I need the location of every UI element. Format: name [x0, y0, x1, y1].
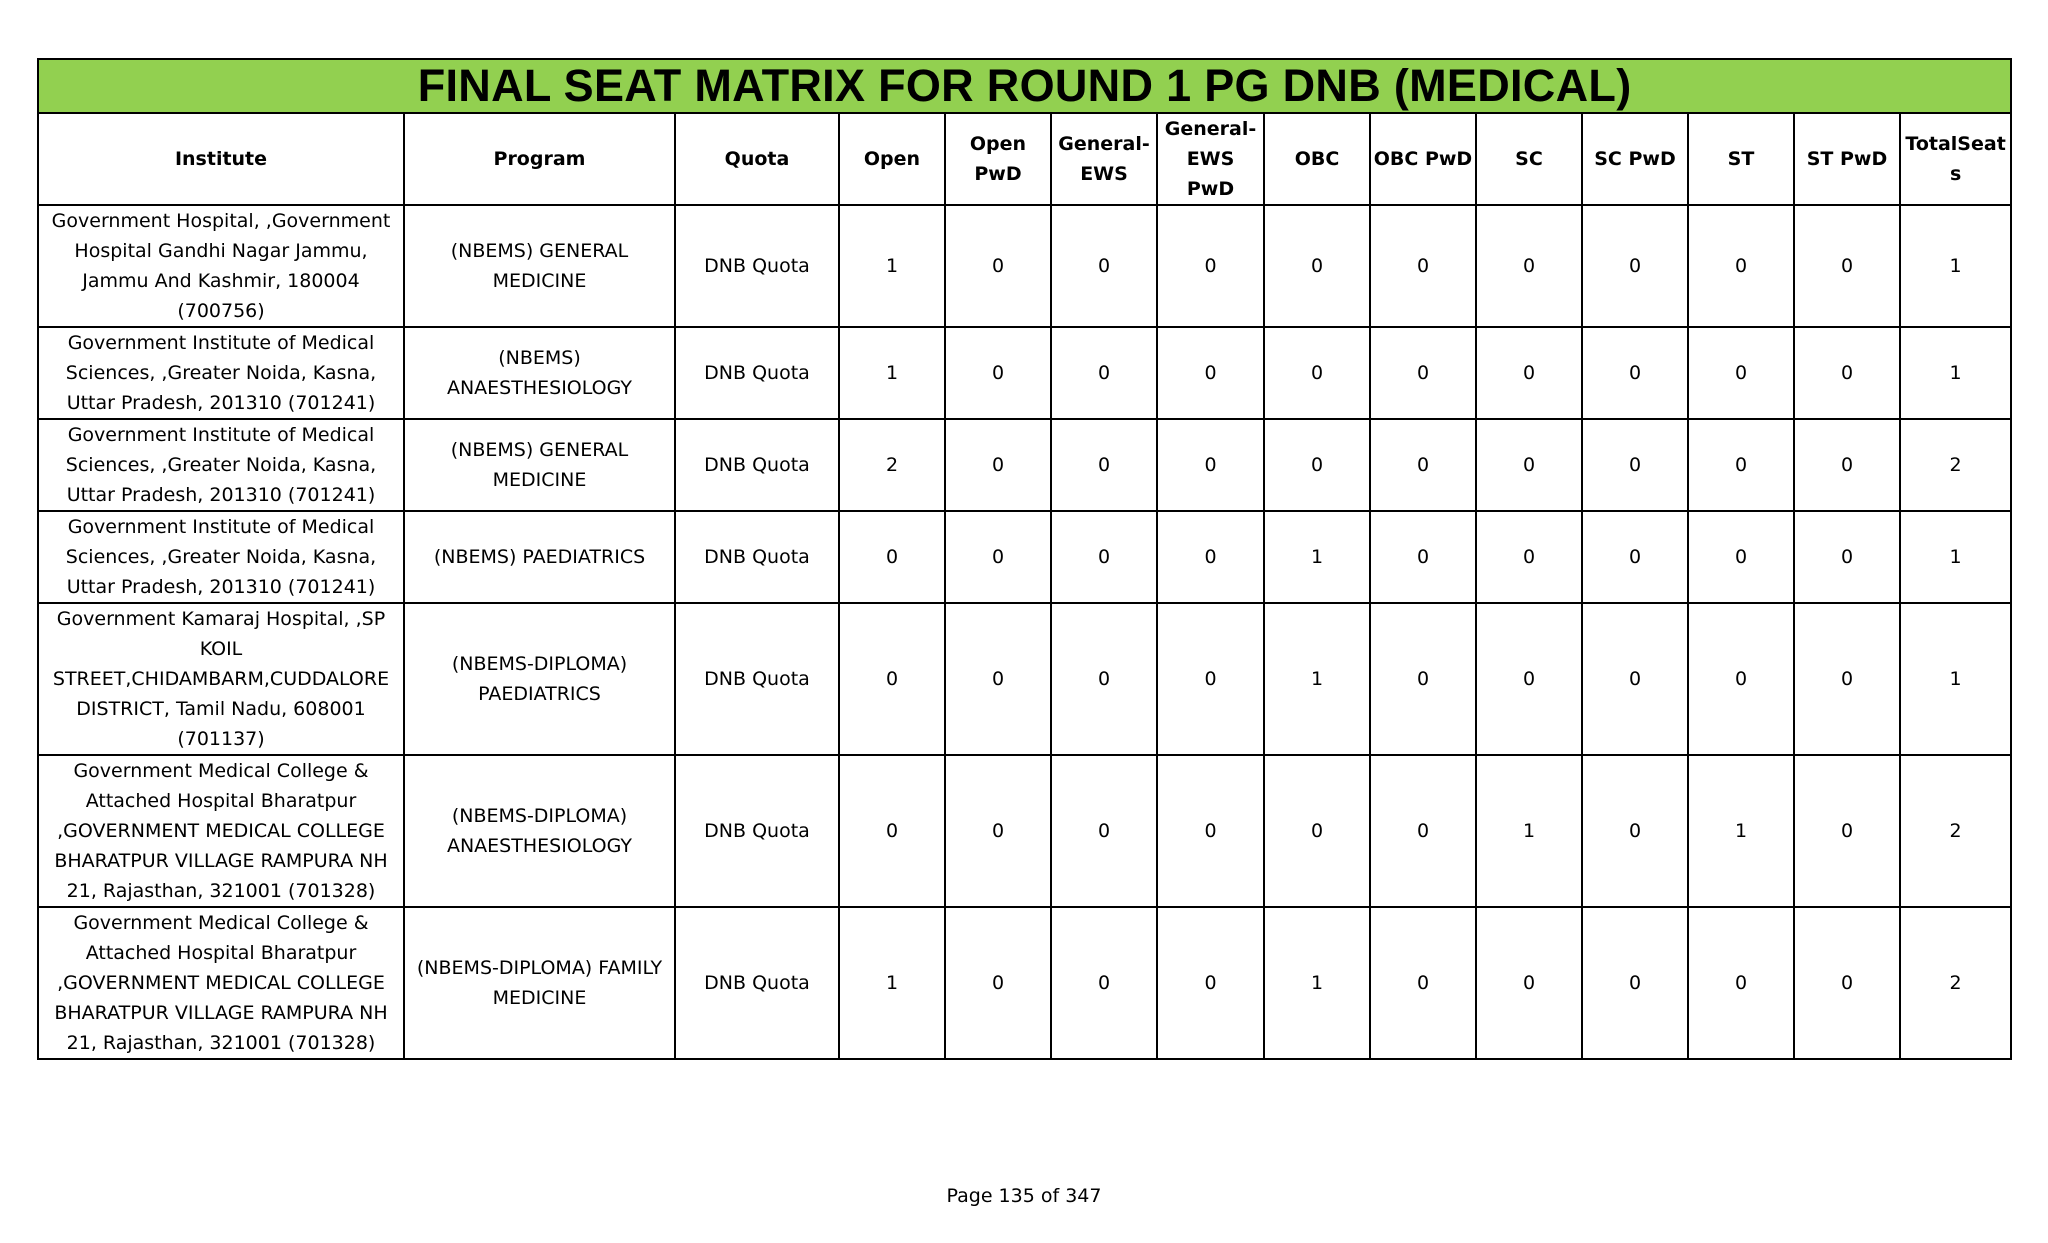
- table-cell: 1: [1264, 907, 1370, 1059]
- table-cell: 0: [1051, 327, 1157, 419]
- table-row: [38, 603, 2011, 755]
- table-cell: 0: [1794, 205, 1900, 327]
- table-cell: 0: [1476, 419, 1582, 511]
- seat-matrix-table: [37, 58, 2012, 1060]
- table-row: [38, 419, 2011, 511]
- table-cell: 1: [839, 327, 945, 419]
- table-cell: 0: [1051, 603, 1157, 755]
- table-cell: 0: [945, 419, 1051, 511]
- table-cell: 1: [1264, 603, 1370, 755]
- table-cell: 0: [1794, 327, 1900, 419]
- table-cell: 0: [1051, 907, 1157, 1059]
- table-cell: Government Institute of Medical Sciences, ,Greater Noida, Kasna, Uttar Pradesh, 201310 (701241): [38, 511, 404, 603]
- page-title: FINAL SEAT MATRIX FOR ROUND 1 PG DNB (MEDICAL): [38, 59, 2011, 113]
- table-cell: 0: [945, 603, 1051, 755]
- table-cell: 0: [1582, 327, 1688, 419]
- table-cell: 0: [1157, 511, 1264, 603]
- table-cell: 0: [1051, 755, 1157, 907]
- table-cell: (NBEMS) GENERAL MEDICINE: [404, 205, 675, 327]
- page-number: Page 135 of 347: [946, 1185, 1102, 1207]
- table-cell: 1: [839, 907, 945, 1059]
- table-cell: 2: [839, 419, 945, 511]
- col-header-program: Program: [404, 113, 675, 205]
- table-cell: 0: [1370, 327, 1476, 419]
- table-cell: DNB Quota: [675, 205, 839, 327]
- table-cell: 0: [1794, 755, 1900, 907]
- table-cell: 0: [1476, 511, 1582, 603]
- col-header-open: Open: [839, 113, 945, 205]
- table-cell: 0: [1051, 511, 1157, 603]
- table-cell: 0: [1688, 907, 1794, 1059]
- table-cell: DNB Quota: [675, 755, 839, 907]
- table-cell: 1: [1688, 755, 1794, 907]
- table-cell: 0: [945, 755, 1051, 907]
- table-cell: 0: [1794, 603, 1900, 755]
- table-cell: 0: [1157, 755, 1264, 907]
- table-cell: 0: [1157, 205, 1264, 327]
- table-cell: 0: [1051, 205, 1157, 327]
- col-header-st-pwd: ST PwD: [1794, 113, 1900, 205]
- table-cell: Government Kamaraj Hospital, ,SP KOIL STREET,CHIDAMBARM,CUDDALORE DISTRICT, Tamil Nadu, 608001 (701137): [38, 603, 404, 755]
- table-cell: DNB Quota: [675, 327, 839, 419]
- table-cell: 0: [1370, 907, 1476, 1059]
- table-cell: DNB Quota: [675, 419, 839, 511]
- table-cell: 0: [1688, 511, 1794, 603]
- table-cell: 0: [1794, 907, 1900, 1059]
- col-header-st: ST: [1688, 113, 1794, 205]
- col-header-quota: Quota: [675, 113, 839, 205]
- table-cell: 1: [1264, 511, 1370, 603]
- table-cell: (NBEMS-DIPLOMA) ANAESTHESIOLOGY: [404, 755, 675, 907]
- table-cell: 0: [1688, 419, 1794, 511]
- table-cell: (NBEMS-DIPLOMA) PAEDIATRICS: [404, 603, 675, 755]
- table-cell: 0: [1688, 205, 1794, 327]
- table-cell: 0: [1264, 419, 1370, 511]
- table-cell: 0: [1264, 755, 1370, 907]
- col-header-obc: OBC: [1264, 113, 1370, 205]
- table-cell: Government Hospital, ,Government Hospital Gandhi Nagar Jammu, Jammu And Kashmir, 180004 (700756): [38, 205, 404, 327]
- table-cell: 0: [1476, 205, 1582, 327]
- table-cell: (NBEMS) GENERAL MEDICINE: [404, 419, 675, 511]
- table-cell: 0: [1370, 205, 1476, 327]
- table-cell: 0: [1476, 603, 1582, 755]
- table-cell: (NBEMS) ANAESTHESIOLOGY: [404, 327, 675, 419]
- table-cell: 0: [1582, 603, 1688, 755]
- table-cell: 0: [1157, 327, 1264, 419]
- table-cell: 0: [839, 603, 945, 755]
- table-cell: 2: [1900, 419, 2011, 511]
- table-cell: 0: [1582, 511, 1688, 603]
- table-cell: 0: [1476, 907, 1582, 1059]
- table-cell: 0: [1051, 419, 1157, 511]
- table-row: [38, 205, 2011, 327]
- table-cell: 1: [1900, 511, 2011, 603]
- table-cell: (NBEMS) PAEDIATRICS: [404, 511, 675, 603]
- table-cell: Government Institute of Medical Sciences, ,Greater Noida, Kasna, Uttar Pradesh, 201310 (701241): [38, 327, 404, 419]
- table-cell: 0: [1264, 327, 1370, 419]
- table-cell: 0: [839, 755, 945, 907]
- table-cell: 0: [1157, 603, 1264, 755]
- table-cell: 0: [1582, 907, 1688, 1059]
- table-cell: 1: [839, 205, 945, 327]
- table-cell: 0: [839, 511, 945, 603]
- table-row: [38, 511, 2011, 603]
- table-cell: 2: [1900, 755, 2011, 907]
- table-cell: 0: [1157, 419, 1264, 511]
- table-row: [38, 327, 2011, 419]
- table-cell: 0: [1582, 205, 1688, 327]
- col-header-general-ews-pwd: General-EWS PwD: [1157, 113, 1264, 205]
- table-cell: 0: [945, 511, 1051, 603]
- table-cell: 0: [1370, 603, 1476, 755]
- table-cell: (NBEMS-DIPLOMA) FAMILY MEDICINE: [404, 907, 675, 1059]
- table-cell: 0: [1582, 755, 1688, 907]
- table-row: [38, 755, 2011, 907]
- table-cell: 0: [945, 907, 1051, 1059]
- table-cell: DNB Quota: [675, 511, 839, 603]
- table-row: [38, 907, 2011, 1059]
- table-cell: DNB Quota: [675, 907, 839, 1059]
- table-cell: 0: [945, 327, 1051, 419]
- table-cell: 0: [1794, 419, 1900, 511]
- table-cell: 0: [1370, 419, 1476, 511]
- table-cell: 1: [1476, 755, 1582, 907]
- table-cell: 0: [1476, 327, 1582, 419]
- table-cell: 0: [1370, 511, 1476, 603]
- table-cell: 2: [1900, 907, 2011, 1059]
- col-header-total-seats: TotalSeats: [1900, 113, 2011, 205]
- table-cell: 0: [1264, 205, 1370, 327]
- col-header-general-ews: General-EWS: [1051, 113, 1157, 205]
- header-row: [38, 113, 2011, 205]
- col-header-obc-pwd: OBC PwD: [1370, 113, 1476, 205]
- table-cell: 0: [1688, 327, 1794, 419]
- col-header-sc-pwd: SC PwD: [1582, 113, 1688, 205]
- table-cell: DNB Quota: [675, 603, 839, 755]
- col-header-open-pwd: Open PwD: [945, 113, 1051, 205]
- table-cell: 0: [1688, 603, 1794, 755]
- table-cell: Government Medical College & Attached Hospital Bharatpur ,GOVERNMENT MEDICAL COLLEGE BHARATPUR VILLAGE RAMPURA NH 21, Rajasthan, 321001 (701328): [38, 755, 404, 907]
- table-cell: 0: [1370, 755, 1476, 907]
- table-cell: 1: [1900, 603, 2011, 755]
- table-cell: 0: [1794, 511, 1900, 603]
- table-cell: 1: [1900, 327, 2011, 419]
- table-cell: Government Institute of Medical Sciences, ,Greater Noida, Kasna, Uttar Pradesh, 201310 (701241): [38, 419, 404, 511]
- table-cell: 1: [1900, 205, 2011, 327]
- table-cell: 0: [945, 205, 1051, 327]
- table-cell: 0: [1582, 419, 1688, 511]
- table-cell: Government Medical College & Attached Hospital Bharatpur ,GOVERNMENT MEDICAL COLLEGE BHARATPUR VILLAGE RAMPURA NH 21, Rajasthan, 321001 (701328): [38, 907, 404, 1059]
- table-cell: 0: [1157, 907, 1264, 1059]
- col-header-institute: Institute: [38, 113, 404, 205]
- col-header-sc: SC: [1476, 113, 1582, 205]
